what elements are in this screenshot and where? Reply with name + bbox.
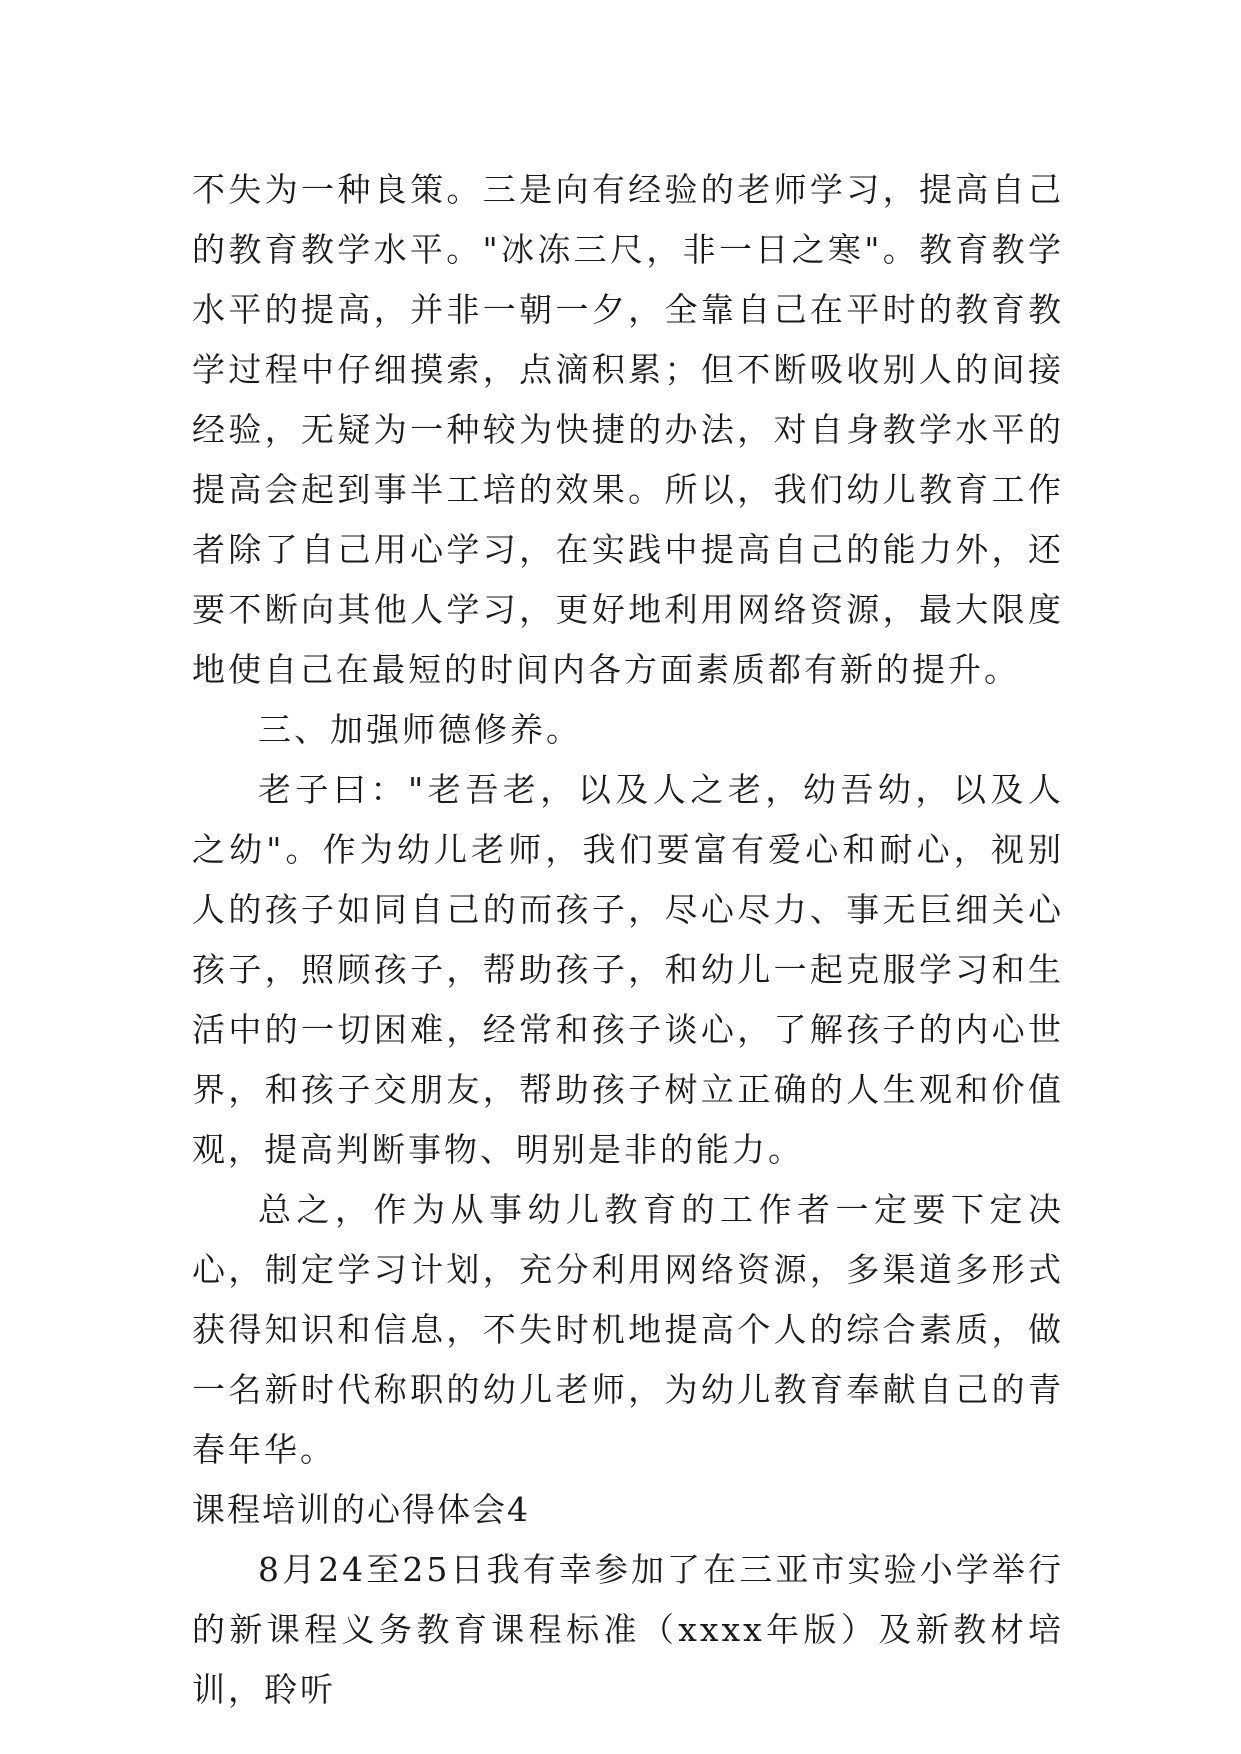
- section-heading: 课程培训的心得体会4: [192, 1490, 530, 1529]
- paragraph-training-intro: 8月24至25日我有幸参加了在三亚市实验小学举行的新课程义务教育课程标准（xxxx年版）及新教材培训，聆听: [192, 1550, 1064, 1709]
- paragraph-continuation: 不失为一种良策。三是向有经验的老师学习，提高自己的教育教学水平。"冰冻三尺，非一日之寒"。教育教学水平的提高，并非一朝一夕，全靠自己在平时的教育教学过程中仔细摸索，点滴积累；但不断吸收别人的间接经验，无疑为一种较为快捷的办法，对自身教学水平的提高会起到事半工培的效果。所以，我们幼儿教育工作者除了自己用心学习，在实践中提高自己的能力外，还要不断向其他人学习，更好地利用网络资源，最大限度地使自己在最短的时间内各方面素质都有新的提升。: [192, 170, 1064, 689]
- paragraph-laozi-quote: 老子曰："老吾老，以及人之老，幼吾幼，以及人之幼"。作为幼儿老师，我们要富有爱心和耐心，视别人的孩子如同自己的而孩子，尽心尽力、事无巨细关心孩子，照顾孩子，帮助孩子，和幼儿一起克服学习和生活中的一切困难，经常和孩子谈心，了解孩子的内心世界，和孩子交朋友，帮助孩子树立正确的人生观和价值观，提高判断事物、明别是非的能力。: [192, 770, 1064, 1169]
- document-body: [192, 160, 1064, 1720]
- paragraph-conclusion: 总之，作为从事幼儿教育的工作者一定要下定决心，制定学习计划，充分利用网络资源，多渠道多形式获得知识和信息，不失时机地提高个人的综合素质，做一名新时代称职的幼儿老师，为幼儿教育奉献自己的青春年华。: [192, 1190, 1064, 1469]
- paragraph-heading-ethics: 三、加强师德修养。: [258, 710, 582, 749]
